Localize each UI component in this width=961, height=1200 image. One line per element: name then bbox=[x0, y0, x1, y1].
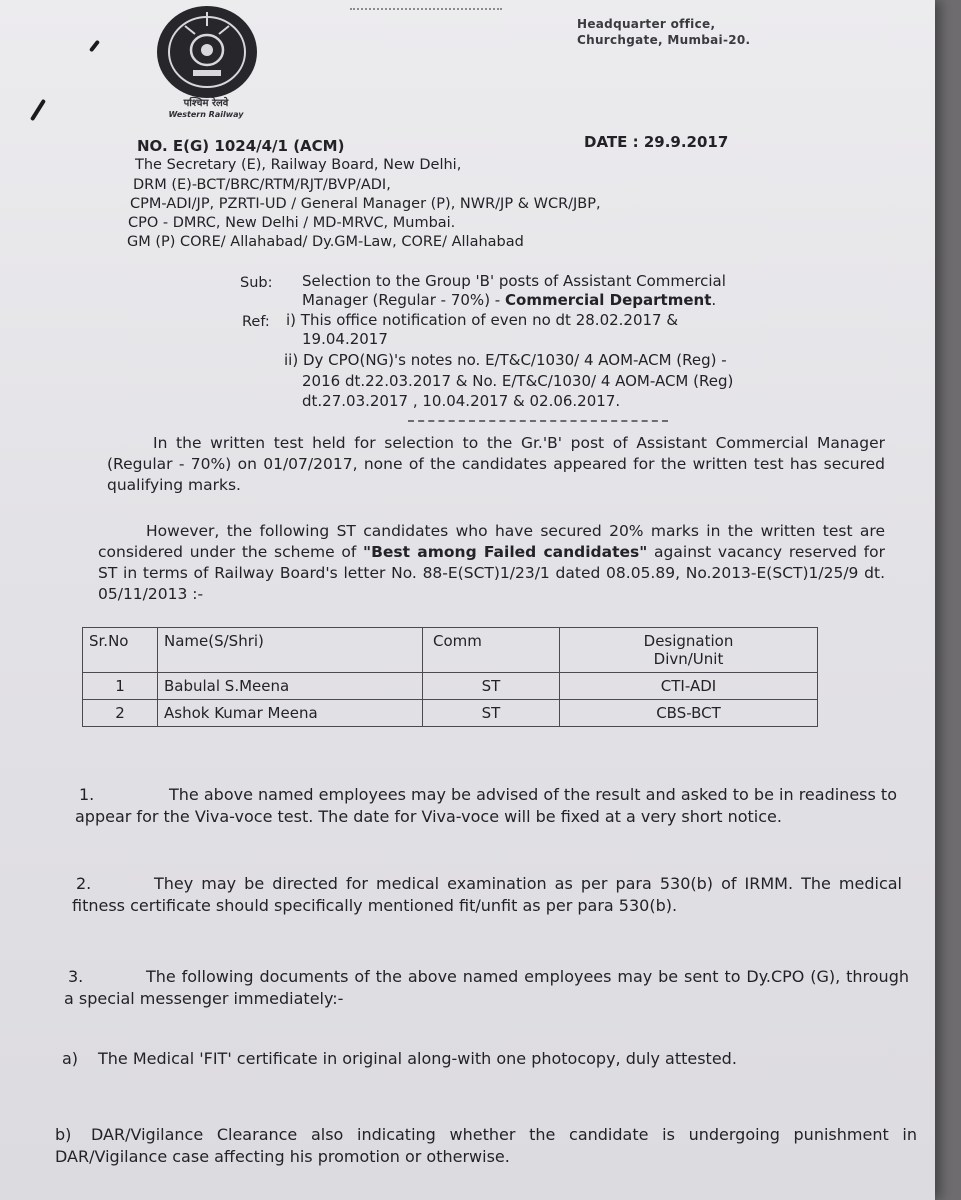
header-designation-line-1: Designation bbox=[643, 632, 734, 650]
however-text-bold: "Best among Failed candidates" bbox=[363, 543, 648, 561]
cell-designation: CBS-BCT bbox=[560, 700, 818, 727]
cell-comm: ST bbox=[423, 700, 560, 727]
point-1 bbox=[75, 784, 897, 828]
header-comm: Comm bbox=[423, 628, 560, 673]
point-text: The above named employees may be advised of the result and asked to be in readiness to appear for the Viva-voce test. The date for Viva-voce will be fixed at a very short notice. bbox=[75, 785, 897, 826]
point-3 bbox=[64, 966, 909, 1010]
reference-ii-line-3: dt.27.03.2017 , 10.04.2017 & 02.06.2017. bbox=[302, 392, 621, 410]
reference-ii-line-2: 2016 dt.22.03.2017 & No. E/T&C/1030/ 4 AOM-ACM (Reg) bbox=[302, 372, 734, 390]
point-2 bbox=[72, 873, 902, 917]
subject-text: Manager (Regular - 70%) - bbox=[302, 291, 505, 309]
addressee-line: CPO - DMRC, New Delhi / MD-MRVC, Mumbai. bbox=[128, 215, 456, 231]
logo-caption bbox=[152, 98, 260, 120]
header-sr-no: Sr.No bbox=[83, 628, 158, 673]
table-row bbox=[83, 700, 818, 727]
cell-sr-no: 1 bbox=[83, 673, 158, 700]
hq-line-1: Headquarter office, bbox=[577, 17, 716, 31]
sub-point-label: b) bbox=[55, 1125, 72, 1144]
however-paragraph bbox=[98, 521, 885, 605]
reference-number: NO. E(G) 1024/4/1 (ACM) bbox=[137, 137, 345, 155]
point-number: 1. bbox=[79, 785, 95, 804]
cell-name: Ashok Kumar Meena bbox=[158, 700, 423, 727]
however-text-a: However, the following ST candidates who have secured 20% marks in the written test are considered under the scheme of bbox=[98, 522, 885, 561]
addressee-line: DRM (E)-BCT/BRC/RTM/RJT/BVP/ADI, bbox=[133, 177, 391, 193]
subject-label: Sub: bbox=[240, 275, 273, 291]
logo-english-text: Western Railway bbox=[168, 110, 244, 119]
sub-point-label: a) bbox=[62, 1049, 79, 1068]
however-text-c: against vacancy reserved for ST in terms of Railway Board's letter No. 88-E(SCT)1/23/1 dated 08.05.89, No.2013-E(SCT)1/25/9 dt. 05/11/2013 :- bbox=[98, 543, 885, 603]
reference-ii-line-1: ii) Dy CPO(NG)'s notes no. E/T&C/1030/ 4 AOM-ACM (Reg) - bbox=[284, 351, 727, 369]
cell-designation: CTI-ADI bbox=[560, 673, 818, 700]
header-designation-line-2: Divn/Unit bbox=[653, 650, 724, 668]
point-number: 2. bbox=[76, 874, 92, 893]
reference-i-line-1: i) This office notification of even no dt 28.02.2017 & bbox=[286, 311, 679, 329]
header-name: Name(S/Shri) bbox=[158, 628, 423, 673]
subject-line-1: Selection to the Group 'B' posts of Assistant Commercial bbox=[302, 272, 726, 290]
sub-point-text: DAR/Vigilance Clearance also indicating whether the candidate is undergoing punishment in DAR/Vigilance case affecting his promotion or otherwise. bbox=[55, 1125, 917, 1166]
point-text: The following documents of the above named employees may be sent to Dy.CPO (G), through a special messenger immediately:- bbox=[64, 967, 909, 1008]
cell-name: Babulal S.Meena bbox=[158, 673, 423, 700]
point-text: They may be directed for medical examination as per para 530(b) of IRMM. The medical fitness certificate should specifically mentioned fit/unfit as per para 530(b). bbox=[72, 874, 902, 915]
addressee-line: CPM-ADI/JP, PZRTI-UD / General Manager (P), NWR/JP & WCR/JBP, bbox=[130, 196, 601, 212]
top-dotted-line bbox=[350, 8, 502, 10]
logo-hindi-text: पश्चिम रेलवे bbox=[183, 98, 229, 109]
header-designation bbox=[560, 628, 818, 673]
table-row bbox=[83, 673, 818, 700]
subject-department: Commercial Department bbox=[505, 291, 712, 309]
reference-i-line-2: 19.04.2017 bbox=[302, 330, 388, 348]
hq-line-2: Churchgate, Mumbai-20. bbox=[577, 33, 751, 47]
addressee-line: GM (P) CORE/ Allahabad/ Dy.GM-Law, CORE/ Allahabad bbox=[127, 234, 524, 250]
table-header-row bbox=[83, 628, 818, 673]
subject-period: . bbox=[711, 291, 717, 309]
sub-point-b bbox=[55, 1124, 917, 1168]
sub-point-a bbox=[62, 1048, 912, 1070]
separator-dashes bbox=[408, 420, 668, 422]
point-number: 3. bbox=[68, 967, 84, 986]
written-test-text: In the written test held for selection to the Gr.'B' post of Assistant Commercial Manager (Regular - 70%) on 01/07/2017, none of the candidates appeared for the written test has secured qualifying marks. bbox=[107, 434, 885, 494]
reference-label: Ref: bbox=[242, 314, 270, 330]
addressee-line: The Secretary (E), Railway Board, New Delhi, bbox=[135, 157, 462, 173]
cell-sr-no: 2 bbox=[83, 700, 158, 727]
subject-line-2 bbox=[302, 291, 716, 309]
written-test-paragraph bbox=[107, 433, 885, 496]
letter-date: DATE : 29.9.2017 bbox=[584, 133, 729, 151]
candidates-table bbox=[82, 627, 818, 727]
sub-point-text: The Medical 'FIT' certificate in original along-with one photocopy, duly attested. bbox=[98, 1049, 737, 1068]
hq-address bbox=[577, 16, 750, 48]
cell-comm: ST bbox=[423, 673, 560, 700]
